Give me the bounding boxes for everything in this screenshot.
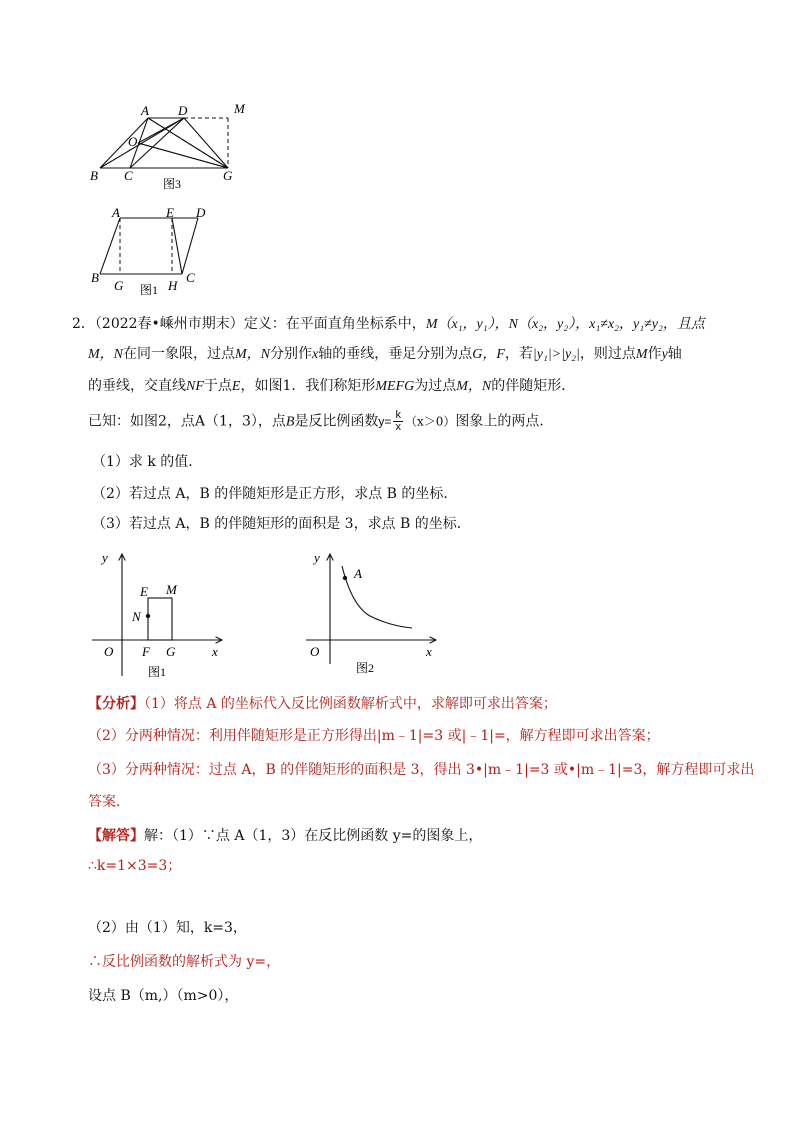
figure-1-graph xyxy=(86,546,236,682)
figure-1-parallelogram xyxy=(86,204,216,300)
problem-line-1: 2．（2022春•嵊州市期末）定义：在平面直角坐标系中，M（x₁，y₁），N（x₂，y₂），x₁≠x₂，y₁≠y₂，且点 xyxy=(72,316,705,332)
label-x: x xyxy=(212,644,218,659)
given-line: 已知：如图2，点A（1，3），点B是反比例函数y= $\frac{k}{x}$ （x＞0）图象上的两点． xyxy=(88,409,554,433)
figure-caption: 图1 xyxy=(140,283,159,297)
label-A: A xyxy=(141,103,149,118)
label-A: A xyxy=(112,205,120,220)
figure-caption: 图3 xyxy=(163,177,182,191)
problem-line-3: 的垂线，交直线NF于点E，如图1．我们称矩形MEFG为过点M，N的伴随矩形． xyxy=(88,378,576,394)
analysis-line-4: 答案． xyxy=(88,794,130,810)
solution-line-2: ∴k=1×3=3； xyxy=(88,858,182,874)
label-y: y xyxy=(102,550,108,565)
figure-2-graph xyxy=(300,546,450,676)
question-2: （2）若过点 A，B 的伴随矩形是正方形，求点 B 的坐标． xyxy=(92,486,458,502)
problem-source: （2022春•嵊州市期末） xyxy=(94,316,244,332)
label-O: O xyxy=(104,644,114,659)
problem-number: 2． xyxy=(72,316,95,332)
label-E: E xyxy=(166,205,174,220)
label-E: E xyxy=(140,584,148,599)
label-H: H xyxy=(168,278,178,293)
label-G: G xyxy=(223,168,233,183)
solution-line-5: 设点 B（m,）（m>0）， xyxy=(88,988,239,1004)
solution-line-1: 【解答】解：（1）∵点 A（1，3）在反比例函数 y=的图象上， xyxy=(88,828,483,844)
analysis-tag: 【分析】 xyxy=(88,696,144,712)
label-C: C xyxy=(124,168,133,183)
label-y: y xyxy=(314,550,320,565)
label-A: A xyxy=(354,566,362,581)
label-G: G xyxy=(166,644,176,659)
problem-line-2: M，N在同一象限，过点M，N分别作x轴的垂线，垂足分别为点G，F，若|y₁|>|y₂|，则过点M作y轴 xyxy=(88,346,682,362)
label-D: D xyxy=(196,205,206,220)
solution-line-4: ∴反比例函数的解析式为 y=， xyxy=(88,954,281,970)
label-B: B xyxy=(91,270,99,285)
label-O: O xyxy=(310,644,320,659)
analysis-line-1: 【分析】（1）将点 A 的坐标代入反比例函数解析式中，求解即可求出答案； xyxy=(88,696,557,712)
question-3: （3）若过点 A，B 的伴随矩形的面积是 3，求点 B 的坐标． xyxy=(92,516,471,532)
label-F: F xyxy=(142,644,150,659)
label-C: C xyxy=(186,270,195,285)
solution-tag: 【解答】 xyxy=(88,828,144,844)
analysis-line-3: （3）分两种情况：过点 A，B 的伴随矩形的面积是 3，得出 3•|m﹣1|=3 或•|m﹣1|=3，解方程即可求出 xyxy=(88,762,755,778)
figure-3-diagram xyxy=(86,98,256,196)
question-1: （1）求 k 的值． xyxy=(92,454,203,470)
label-M: M xyxy=(234,101,245,116)
label-O: O xyxy=(128,134,138,149)
analysis-line-2: （2）分两种情况：利用伴随矩形是正方形得出|m﹣1|=3 或|﹣1|=，解方程即可求出答案； xyxy=(88,728,660,744)
label-M: M xyxy=(166,582,177,597)
figure-caption: 图2 xyxy=(356,661,375,675)
fraction-k-over-x: $\frac{k}{x}$ xyxy=(395,409,401,433)
label-x: x xyxy=(426,644,432,659)
solution-line-3: （2）由（1）知，k=3， xyxy=(88,920,247,936)
label-G: G xyxy=(114,278,124,293)
figure-caption: 图1 xyxy=(148,665,167,679)
label-B: B xyxy=(90,168,98,183)
label-N: N xyxy=(132,609,141,624)
label-D: D xyxy=(178,103,188,118)
